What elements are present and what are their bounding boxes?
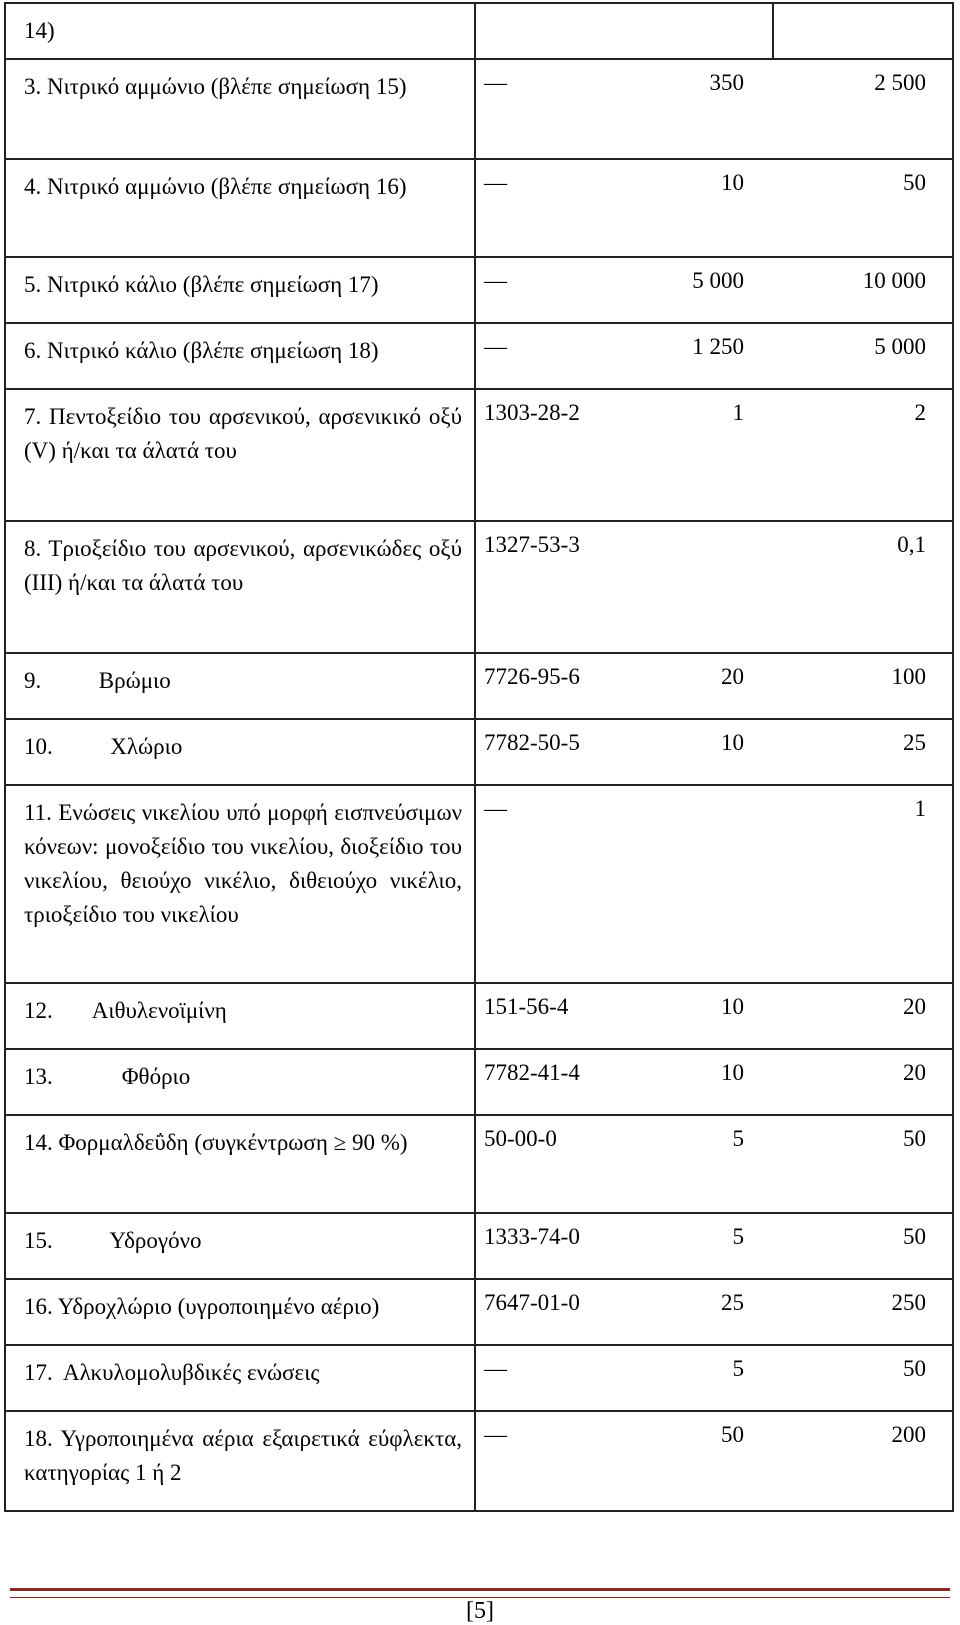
substance-name-cell: 6. Νιτρικό κάλιο (βλέπε σημείωση 18) [5, 323, 475, 389]
page-number: [5] [466, 1598, 494, 1624]
quantities-grid [476, 654, 952, 700]
threshold-lower: 10 [721, 730, 744, 755]
substance-name-cell: 13. Φθόριο [5, 1049, 475, 1115]
quantities-cell [475, 1345, 953, 1411]
threshold-lower: 50 [721, 1422, 744, 1447]
table-row [5, 1345, 953, 1411]
threshold-upper: 0,1 [897, 532, 926, 557]
cas-number: 1303-28-2 [484, 400, 580, 425]
table-row [5, 323, 953, 389]
substance-name-cell: 14) [5, 3, 475, 59]
threshold-lower: 20 [721, 664, 744, 689]
cas-number: — [484, 70, 507, 95]
cas-number: 7647-01-0 [484, 1290, 580, 1315]
quantities-cell [475, 1411, 953, 1511]
cas-number: 7782-41-4 [484, 1060, 580, 1085]
substance-name-cell: 3. Νιτρικό αμμώνιο (βλέπε σημείωση 15) [5, 59, 475, 159]
substance-name-cell: 16. Υδροχλώριο (υγροποιημένο αέριο) [5, 1279, 475, 1345]
cas-number: 151-56-4 [484, 994, 569, 1019]
table-row [5, 653, 953, 719]
table-row [5, 1115, 953, 1213]
threshold-lower: 1 250 [692, 334, 744, 359]
substance-name-cell: 14. Φορμαλδεΰδη (συγκέντρωση ≥ 90 %) [5, 1115, 475, 1213]
quantities-cell [475, 983, 953, 1049]
quantities-cell [475, 785, 953, 983]
threshold-lower: 5 [732, 1356, 744, 1381]
quantities-cell [475, 389, 953, 521]
table-row [5, 983, 953, 1049]
quantities-grid [476, 786, 952, 832]
cas-number: 7782-50-5 [484, 730, 580, 755]
substance-name-cell: 11. Ενώσεις νικελίου υπό μορφή εισπνεύσιμων κόνεων: μονοξείδιο του νικελίου, διοξείδιο του νικελίου, θειούχο νικέλιο, διθειούχο νικέλιο, τριοξείδιο του νικελίου [5, 785, 475, 983]
quantities-cell [475, 59, 953, 159]
quantities-cell [475, 257, 953, 323]
threshold-lower: 5 000 [692, 268, 744, 293]
quantities-cell [475, 1049, 953, 1115]
substances-table [4, 2, 954, 1512]
table-row [5, 1279, 953, 1345]
cas-number: 50-00-0 [484, 1126, 557, 1151]
quantities-grid [476, 160, 952, 206]
quantities-grid [476, 1280, 952, 1326]
threshold-upper: 5 000 [874, 334, 926, 359]
threshold-upper: 50 [903, 1126, 926, 1151]
table-row [5, 3, 953, 59]
threshold-upper: 2 [914, 400, 926, 425]
threshold-upper: 20 [903, 994, 926, 1019]
quantities-grid [476, 390, 952, 436]
table-row [5, 389, 953, 521]
quantities-grid [476, 258, 952, 304]
table-row [5, 257, 953, 323]
quantities-cell [475, 159, 953, 257]
quantities-cell [475, 653, 953, 719]
threshold-lower: 10 [721, 170, 744, 195]
table-row [5, 59, 953, 159]
threshold-upper: 250 [891, 1290, 926, 1315]
threshold-upper: 50 [903, 1224, 926, 1249]
empty-cell [773, 3, 953, 59]
quantities-grid [476, 1050, 952, 1096]
cas-number: — [484, 1422, 507, 1447]
table-row [5, 719, 953, 785]
quantities-grid [476, 1116, 952, 1162]
substance-name-cell: 8. Τριοξείδιο του αρσενικού, αρσενικώδες οξύ (III) ή/και τα άλατά του [5, 521, 475, 653]
threshold-upper: 100 [891, 664, 926, 689]
quantities-grid [476, 324, 952, 370]
threshold-upper: 2 500 [874, 70, 926, 95]
threshold-lower [614, 792, 744, 826]
quantities-cell [475, 1115, 953, 1213]
substance-name-cell: 15. Υδρογόνο [5, 1213, 475, 1279]
quantities-grid [476, 60, 952, 106]
cas-number: — [484, 796, 507, 821]
substance-name-cell: 10. Χλώριο [5, 719, 475, 785]
quantities-cell [475, 1213, 953, 1279]
quantities-cell [475, 521, 953, 653]
threshold-lower: 350 [709, 70, 744, 95]
quantities-cell [475, 719, 953, 785]
table-row [5, 1213, 953, 1279]
substance-name-cell: 7. Πεντοξείδιο του αρσενικού, αρσενικικό οξύ (V) ή/και τα άλατά του [5, 389, 475, 521]
cas-number: — [484, 268, 507, 293]
threshold-upper: 10 000 [862, 268, 926, 293]
threshold-lower: 5 [732, 1224, 744, 1249]
threshold-upper: 1 [914, 796, 926, 821]
threshold-lower: 10 [721, 994, 744, 1019]
table-row [5, 159, 953, 257]
quantities-grid [476, 1214, 952, 1260]
table-row [5, 1411, 953, 1511]
quantities-cell [475, 1279, 953, 1345]
threshold-upper: 20 [903, 1060, 926, 1085]
quantities-grid [476, 720, 952, 766]
table-row [5, 1049, 953, 1115]
threshold-lower: 5 [732, 1126, 744, 1151]
cas-number: — [484, 334, 507, 359]
substance-name-cell: 4. Νιτρικό αμμώνιο (βλέπε σημείωση 16) [5, 159, 475, 257]
table-row [5, 521, 953, 653]
footer-divider [10, 1588, 950, 1598]
threshold-lower: 1 [732, 400, 744, 425]
quantities-grid [476, 4, 772, 16]
threshold-upper: 50 [903, 170, 926, 195]
quantities-grid [476, 984, 952, 1030]
quantities-cell [475, 323, 953, 389]
cas-number: 1327-53-3 [484, 532, 580, 557]
quantities-grid [476, 522, 952, 568]
threshold-lower: 10 [721, 1060, 744, 1085]
quantities-grid [476, 1412, 952, 1458]
cas-number: — [484, 1356, 507, 1381]
table-body [5, 3, 953, 1511]
quantities-cell [475, 3, 773, 59]
substance-name-cell: 9. Βρώμιο [5, 653, 475, 719]
cas-number: 1333-74-0 [484, 1224, 580, 1249]
threshold-lower [614, 528, 744, 562]
table-row [5, 785, 953, 983]
threshold-upper: 25 [903, 730, 926, 755]
substance-name-cell: 17. Αλκυλομολυβδικές ενώσεις [5, 1345, 475, 1411]
threshold-lower: 25 [721, 1290, 744, 1315]
cas-number: — [484, 170, 507, 195]
substance-name-cell: 18. Υγροποιημένα αέρια εξαιρετικά εύφλεκτα, κατηγορίας 1 ή 2 [5, 1411, 475, 1511]
substance-name-cell: 12. Αιθυλενοϊμίνη [5, 983, 475, 1049]
threshold-upper: 50 [903, 1356, 926, 1381]
substance-name-cell: 5. Νιτρικό κάλιο (βλέπε σημείωση 17) [5, 257, 475, 323]
quantities-grid [476, 1346, 952, 1392]
threshold-upper: 200 [891, 1422, 926, 1447]
cas-number: 7726-95-6 [484, 664, 580, 689]
